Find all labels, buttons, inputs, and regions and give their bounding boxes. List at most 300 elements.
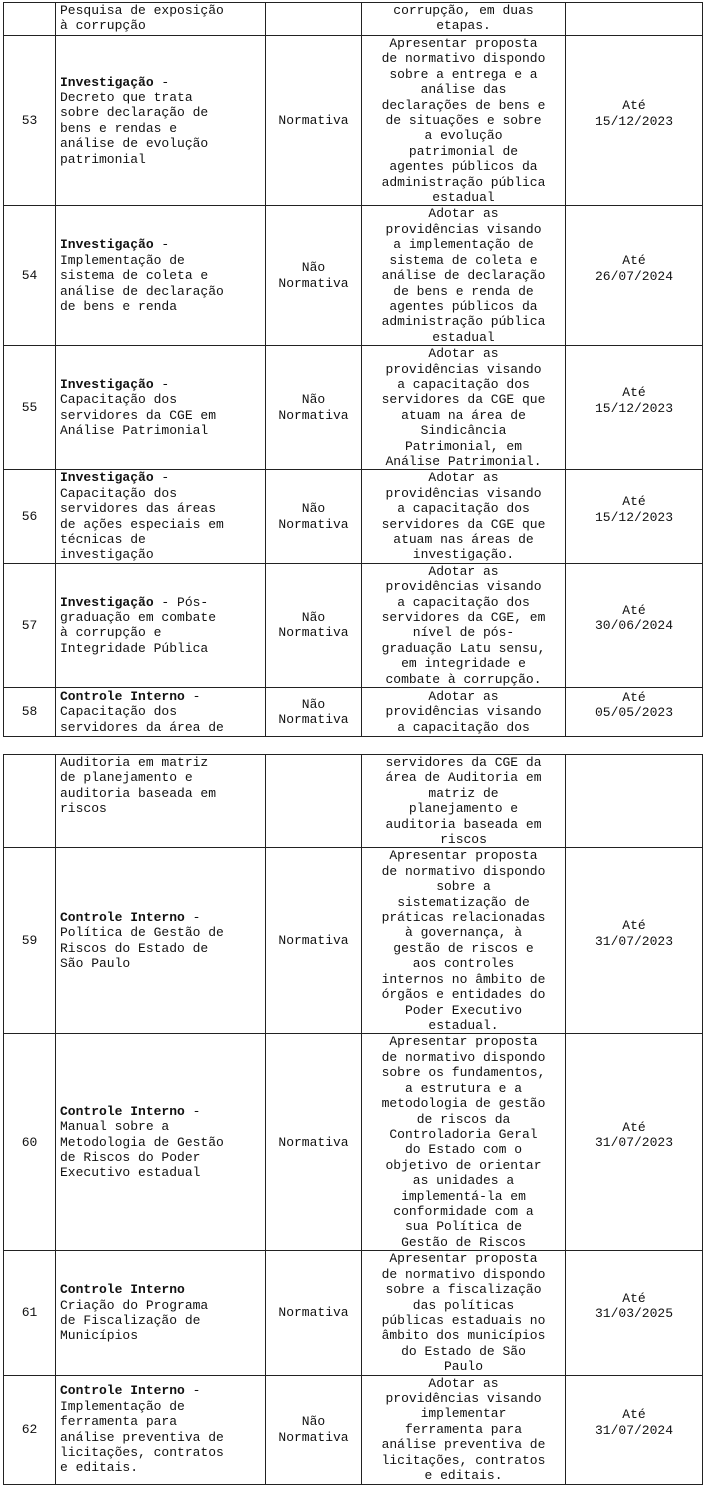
action-description-line: Adotar as bbox=[428, 206, 499, 222]
action-description-line: área de Auditoria em bbox=[385, 770, 542, 786]
item-category: Investigação bbox=[60, 376, 154, 392]
type-line: Normativa bbox=[278, 1134, 349, 1150]
action-description-line: a implementação de bbox=[393, 237, 534, 253]
item-description-line: análise preventiva de bbox=[60, 1429, 224, 1445]
action-description-cell bbox=[362, 3, 566, 36]
action-description-line: licitações, contratos bbox=[381, 1452, 546, 1468]
item-heading bbox=[60, 689, 261, 704]
type-cell bbox=[266, 3, 362, 36]
action-description-line: estadual bbox=[432, 329, 495, 345]
item-description-line: Riscos do Estado de bbox=[60, 940, 209, 956]
item-heading-suffix: - bbox=[184, 1383, 201, 1399]
item-heading bbox=[60, 237, 261, 252]
table-row bbox=[4, 470, 703, 563]
action-description-line: públicas estaduais no bbox=[381, 1312, 546, 1328]
item-cell bbox=[56, 1375, 266, 1484]
action-description-line: aos controles bbox=[412, 956, 515, 972]
item-description-line: Capacitação dos bbox=[60, 392, 178, 408]
action-description-line: análise das bbox=[420, 82, 507, 98]
action-description-line: servidores da CGE que bbox=[381, 392, 546, 408]
type-cell bbox=[266, 206, 362, 346]
action-description-line: Patrimonial, em bbox=[404, 438, 523, 454]
deadline-cell bbox=[566, 1034, 703, 1251]
row-number-cell bbox=[4, 1375, 56, 1484]
row-number-cell bbox=[4, 688, 56, 737]
deadline bbox=[570, 12, 698, 26]
type-cell bbox=[266, 1251, 362, 1375]
action-description-line: objetivo de orientar bbox=[385, 1157, 542, 1173]
item-description-line: de bens e renda bbox=[60, 298, 178, 314]
item-description-line: Pesquisa de exposição bbox=[60, 3, 224, 18]
action-description-line: providências visando bbox=[385, 579, 542, 595]
type-cell bbox=[266, 755, 362, 848]
item-description-line: Política de Gestão de bbox=[60, 925, 224, 941]
type-line: Normativa bbox=[278, 407, 349, 423]
table-row bbox=[4, 688, 703, 737]
action-description-line: atuam na área de bbox=[401, 407, 526, 423]
action-table bbox=[3, 754, 703, 1485]
action-description-line: planejamento e bbox=[408, 801, 519, 817]
action-description-line: servidores da CGE que bbox=[381, 516, 546, 532]
deadline bbox=[570, 1407, 698, 1452]
item-description-line: licitações, contratos bbox=[60, 1444, 224, 1460]
action-description-line: e editais. bbox=[424, 1468, 503, 1484]
table-row bbox=[4, 3, 703, 36]
action-description-line: etapas. bbox=[436, 18, 491, 34]
action-description-line: Sindicância bbox=[420, 423, 507, 439]
deadline bbox=[570, 794, 698, 808]
item-category: Investigação bbox=[60, 594, 154, 610]
action-description-line: a capacitação dos bbox=[397, 594, 530, 610]
item-category: Investigação bbox=[60, 237, 154, 253]
row-number-cell bbox=[4, 1251, 56, 1375]
action-description-line: atuam nas áreas de bbox=[393, 532, 534, 547]
action-description-line: do Estado com o bbox=[404, 1142, 523, 1158]
table-row bbox=[4, 563, 703, 687]
item-description-line: Metodologia de Gestão bbox=[60, 1134, 224, 1150]
row-number: 62 bbox=[21, 1421, 38, 1437]
deadline-line: Até bbox=[622, 1407, 646, 1423]
type-line: Não bbox=[301, 392, 326, 408]
row-number: 60 bbox=[21, 1134, 38, 1150]
type-line: Não bbox=[301, 1414, 326, 1430]
item-category: Investigação bbox=[60, 74, 154, 90]
table-row bbox=[4, 1034, 703, 1251]
action-description-line: práticas relacionadas bbox=[381, 910, 546, 926]
deadline bbox=[570, 603, 698, 648]
item-cell bbox=[56, 1034, 266, 1251]
table-row bbox=[4, 848, 703, 1034]
action-description-line: âmbito dos municípios bbox=[381, 1328, 546, 1344]
type-line: Normativa bbox=[278, 516, 349, 532]
item-heading-suffix: - bbox=[153, 376, 170, 392]
table-row bbox=[4, 36, 703, 206]
item-description-line: Integridade Pública bbox=[60, 640, 209, 656]
table-row bbox=[4, 1251, 703, 1375]
deadline-line: 05/05/2023 bbox=[594, 705, 673, 721]
item-heading bbox=[60, 1282, 261, 1297]
action-description-line: de normativo dispondo bbox=[381, 1266, 546, 1282]
action-description-line: sua Política de bbox=[404, 1219, 523, 1235]
action-description-line: Adotar as bbox=[428, 563, 499, 579]
item-description-line: Capacitação dos bbox=[60, 485, 178, 501]
item-description-line: patrimonial bbox=[60, 151, 146, 167]
action-description-line: graduação Latu sensu, bbox=[381, 640, 546, 656]
action-description-line: análise preventiva de bbox=[381, 1437, 546, 1453]
item-category: Controle Interno bbox=[60, 910, 185, 926]
action-description-line: riscos bbox=[440, 832, 487, 848]
row-number-cell bbox=[4, 206, 56, 346]
item-description-line: de Riscos do Poder bbox=[60, 1150, 201, 1166]
action-description-line: análise de declaração bbox=[381, 268, 546, 284]
action-description-line: do Estado de São bbox=[401, 1343, 526, 1359]
row-number: 59 bbox=[21, 933, 38, 949]
item-heading-suffix: - bbox=[153, 74, 170, 90]
item-description-line: técnicas de bbox=[60, 532, 146, 547]
item-description-line: Implementação de bbox=[60, 252, 185, 268]
item-description-line: riscos bbox=[60, 801, 107, 817]
action-description-line: conformidade com a bbox=[393, 1203, 534, 1219]
item-cell bbox=[56, 688, 266, 737]
deadline bbox=[570, 690, 698, 735]
action-description-line: implementá-la em bbox=[401, 1188, 526, 1204]
action-description-line: Poder Executivo bbox=[404, 1002, 523, 1018]
item-cell bbox=[56, 563, 266, 687]
item-heading bbox=[60, 1104, 261, 1119]
row-number: 58 bbox=[21, 704, 38, 720]
deadline bbox=[570, 98, 698, 143]
item-description-line: servidores da CGE em bbox=[60, 407, 217, 423]
deadline-line: Até bbox=[622, 385, 646, 401]
action-description-line: auditoria baseada em bbox=[385, 816, 542, 832]
item-description-line: à corrupção bbox=[60, 18, 146, 34]
action-description-line: gestão de riscos e bbox=[393, 940, 534, 956]
deadline-line: 15/12/2023 bbox=[594, 113, 673, 129]
action-description-line: internos no âmbito de bbox=[381, 971, 546, 987]
item-cell bbox=[56, 755, 266, 848]
deadline-line: Até bbox=[622, 494, 646, 510]
item-description-line: Auditoria em matriz bbox=[60, 755, 209, 770]
type-line: Normativa bbox=[278, 1429, 349, 1445]
action-description-cell bbox=[362, 470, 566, 563]
type-line: Normativa bbox=[278, 933, 349, 949]
action-description-line: implementar bbox=[420, 1406, 507, 1422]
row-number-cell bbox=[4, 848, 56, 1034]
item-cell bbox=[56, 206, 266, 346]
action-description-cell bbox=[362, 1034, 566, 1251]
item-description-line: Criação do Programa bbox=[60, 1297, 209, 1313]
action-description-line: providências visando bbox=[385, 704, 542, 720]
action-description-line: matriz de bbox=[428, 785, 499, 801]
item-heading-suffix: - Pós- bbox=[153, 594, 209, 610]
item-description-line: São Paulo bbox=[60, 956, 131, 972]
item-cell bbox=[56, 346, 266, 470]
action-description-line: corrupção, em duas bbox=[393, 3, 534, 18]
type-cell bbox=[266, 36, 362, 206]
row-number: 54 bbox=[21, 268, 38, 284]
action-description-cell bbox=[362, 1375, 566, 1484]
item-description-line: graduação em combate bbox=[60, 610, 217, 626]
deadline-line: 15/12/2023 bbox=[594, 400, 673, 416]
action-description-cell bbox=[362, 688, 566, 737]
deadline-line: 31/07/2023 bbox=[594, 933, 673, 949]
item-description-line: investigação bbox=[60, 547, 154, 563]
action-description-line: sistema de coleta e bbox=[389, 252, 538, 268]
deadline-cell bbox=[566, 563, 703, 687]
action-description-line: à governança, à bbox=[404, 925, 523, 941]
action-description-line: a capacitação dos bbox=[397, 376, 530, 392]
item-description-line: análise de evolução bbox=[60, 136, 209, 152]
deadline bbox=[570, 1291, 698, 1336]
item-description-line: sobre declaração de bbox=[60, 105, 209, 121]
item-cell bbox=[56, 1251, 266, 1375]
type-line: Normativa bbox=[278, 712, 349, 728]
type-line: Não bbox=[301, 610, 326, 626]
table-page-1 bbox=[3, 2, 702, 733]
action-description-cell bbox=[362, 206, 566, 346]
action-description-line: sobre a entrega e a bbox=[389, 66, 538, 82]
deadline bbox=[570, 494, 698, 539]
item-description-line: servidores da área de bbox=[60, 719, 224, 735]
action-description-line: administração pública bbox=[381, 314, 546, 330]
item-description-line: auditoria baseada em bbox=[60, 785, 217, 801]
item-description-line: bens e rendas e bbox=[60, 120, 178, 136]
item-cell bbox=[56, 36, 266, 206]
type-line: Normativa bbox=[278, 625, 349, 641]
action-description-line: administração pública bbox=[381, 174, 546, 190]
deadline-line: Até bbox=[622, 689, 646, 705]
action-description-cell bbox=[362, 755, 566, 848]
action-description-cell bbox=[362, 848, 566, 1034]
item-description-line: sistema de coleta e bbox=[60, 268, 209, 284]
item-heading bbox=[60, 1383, 261, 1398]
action-description-line: Apresentar proposta bbox=[389, 848, 538, 864]
item-category: Controle Interno bbox=[60, 1103, 185, 1119]
row-number-cell bbox=[4, 346, 56, 470]
action-description-line: Adotar as bbox=[428, 470, 499, 486]
action-description-line: sobre a fiscalização bbox=[385, 1282, 542, 1298]
deadline-line: 26/07/2024 bbox=[594, 268, 673, 284]
row-number: 56 bbox=[21, 508, 38, 524]
action-description-line: a estrutura e a bbox=[404, 1080, 523, 1096]
action-description-line: a capacitação dos bbox=[397, 501, 530, 517]
table-row bbox=[4, 755, 703, 848]
item-description-line: à corrupção e bbox=[60, 625, 162, 641]
action-description-line: Adotar as bbox=[428, 346, 499, 362]
deadline bbox=[570, 1120, 698, 1165]
type-line: Não bbox=[301, 696, 326, 712]
deadline-cell bbox=[566, 755, 703, 848]
item-category: Controle Interno bbox=[60, 1383, 185, 1399]
type-line: Não bbox=[301, 260, 326, 276]
item-description-line: servidores das áreas bbox=[60, 501, 217, 517]
type-line: Normativa bbox=[278, 113, 349, 129]
item-description-line: ferramenta para bbox=[60, 1414, 178, 1430]
row-number-cell bbox=[4, 755, 56, 848]
item-description-line: Análise Patrimonial bbox=[60, 423, 209, 439]
action-description-line: patrimonial de bbox=[408, 143, 519, 159]
action-description-line: metodologia de gestão bbox=[381, 1096, 546, 1112]
action-description-line: Gestão de Riscos bbox=[401, 1234, 526, 1250]
type-cell bbox=[266, 1034, 362, 1251]
action-description-line: nível de pós- bbox=[412, 625, 515, 641]
item-heading-suffix: - bbox=[184, 688, 201, 704]
type-line: Não bbox=[301, 501, 326, 517]
action-description-line: a evolução bbox=[424, 128, 503, 144]
type-cell bbox=[266, 563, 362, 687]
item-category: Controle Interno bbox=[60, 1282, 185, 1298]
deadline-cell bbox=[566, 3, 703, 36]
action-description-line: servidores da CGE da bbox=[385, 755, 542, 770]
item-description-line: Manual sobre a bbox=[60, 1119, 170, 1135]
action-description-line: Adotar as bbox=[428, 1375, 499, 1391]
item-description-line: Implementação de bbox=[60, 1398, 185, 1414]
type-cell bbox=[266, 688, 362, 737]
item-heading-suffix: - bbox=[184, 1103, 201, 1119]
type-line: Normativa bbox=[278, 275, 349, 291]
deadline-line: Até bbox=[622, 603, 646, 619]
action-description-line: de normativo dispondo bbox=[381, 1049, 546, 1065]
action-description-cell bbox=[362, 36, 566, 206]
action-description-line: agentes públicos da bbox=[389, 298, 538, 314]
item-heading bbox=[60, 75, 261, 90]
row-number-cell bbox=[4, 3, 56, 36]
item-description-line: Capacitação dos bbox=[60, 704, 178, 720]
item-cell bbox=[56, 470, 266, 563]
item-heading-suffix: - bbox=[153, 237, 170, 253]
action-description-line: de normativo dispondo bbox=[381, 51, 546, 67]
item-description-line: Executivo estadual bbox=[60, 1165, 201, 1181]
table-row bbox=[4, 1375, 703, 1484]
item-description-line: e editais. bbox=[60, 1460, 139, 1476]
row-number-cell bbox=[4, 1034, 56, 1251]
item-category: Investigação bbox=[60, 470, 154, 486]
action-description-line: providências visando bbox=[385, 485, 542, 501]
action-description-line: Apresentar proposta bbox=[389, 1251, 538, 1267]
action-description-line: de bens e renda de bbox=[393, 283, 534, 299]
deadline-cell bbox=[566, 346, 703, 470]
action-description-line: investigação. bbox=[412, 547, 515, 563]
item-description-line: Municípios bbox=[60, 1328, 139, 1344]
row-number-cell bbox=[4, 470, 56, 563]
action-description-line: Análise Patrimonial. bbox=[385, 453, 542, 469]
deadline-line: Até bbox=[622, 918, 646, 934]
action-description-line: das políticas bbox=[412, 1297, 515, 1313]
item-description-line: análise de declaração bbox=[60, 283, 224, 299]
deadline-cell bbox=[566, 470, 703, 563]
action-description-line: combate à corrupção. bbox=[385, 671, 542, 687]
action-description-line: as unidades a bbox=[412, 1173, 515, 1189]
row-number: 61 bbox=[21, 1305, 38, 1321]
type-cell bbox=[266, 346, 362, 470]
item-description-line: de planejamento e bbox=[60, 770, 193, 786]
deadline bbox=[570, 385, 698, 430]
action-description-cell bbox=[362, 1251, 566, 1375]
type-cell bbox=[266, 1375, 362, 1484]
item-heading-suffix: - bbox=[184, 910, 201, 926]
type-line: Normativa bbox=[278, 1305, 349, 1321]
table-row bbox=[4, 346, 703, 470]
action-description-line: a capacitação dos bbox=[397, 719, 530, 735]
action-description-line: declarações de bens e bbox=[381, 97, 546, 113]
action-description-line: Apresentar proposta bbox=[389, 1034, 538, 1050]
action-description-line: estadual bbox=[432, 190, 495, 206]
deadline bbox=[570, 253, 698, 298]
item-description-line: de ações especiais em bbox=[60, 516, 224, 532]
action-description-line: estadual. bbox=[428, 1017, 499, 1033]
action-description-line: sistematização de bbox=[397, 894, 530, 910]
item-description-line: de Fiscalização de bbox=[60, 1312, 201, 1328]
deadline-line: 15/12/2023 bbox=[594, 509, 673, 525]
row-number: 53 bbox=[21, 113, 38, 129]
deadline-line: Até bbox=[622, 1290, 646, 1306]
action-description-cell bbox=[362, 346, 566, 470]
deadline-line: Até bbox=[622, 98, 646, 114]
item-heading-suffix: - bbox=[153, 470, 170, 486]
row-number-cell bbox=[4, 36, 56, 206]
deadline-cell bbox=[566, 36, 703, 206]
table-page-2 bbox=[3, 754, 702, 1484]
type-cell bbox=[266, 470, 362, 563]
item-category: Controle Interno bbox=[60, 688, 185, 704]
deadline-cell bbox=[566, 206, 703, 346]
deadline-cell bbox=[566, 848, 703, 1034]
action-table bbox=[3, 2, 703, 737]
deadline-cell bbox=[566, 1251, 703, 1375]
table-row bbox=[4, 206, 703, 346]
row-number: 55 bbox=[21, 400, 38, 416]
deadline-cell bbox=[566, 688, 703, 737]
row-number-cell bbox=[4, 563, 56, 687]
item-cell bbox=[56, 848, 266, 1034]
action-description-line: providências visando bbox=[385, 361, 542, 377]
action-description-line: agentes públicos da bbox=[389, 159, 538, 175]
action-description-line: em integridade e bbox=[401, 656, 526, 672]
deadline-line: 31/07/2024 bbox=[594, 1422, 673, 1438]
item-heading bbox=[60, 470, 261, 485]
action-description-line: sobre os fundamentos, bbox=[381, 1065, 546, 1081]
action-description-line: providências visando bbox=[385, 221, 542, 237]
action-description-line: providências visando bbox=[385, 1391, 542, 1407]
action-description-line: Apresentar proposta bbox=[389, 36, 538, 51]
row-number: 57 bbox=[21, 617, 38, 633]
deadline-line: 31/07/2023 bbox=[594, 1135, 673, 1151]
deadline-line: Até bbox=[622, 1119, 646, 1135]
action-description-cell bbox=[362, 563, 566, 687]
deadline-line: 31/03/2025 bbox=[594, 1305, 673, 1321]
action-description-line: órgãos e entidades do bbox=[381, 987, 546, 1003]
action-description-line: sobre a bbox=[436, 879, 491, 895]
deadline bbox=[570, 918, 698, 963]
deadline-line: 30/06/2024 bbox=[594, 618, 673, 634]
item-heading bbox=[60, 595, 261, 610]
action-description-line: Controladoria Geral bbox=[389, 1126, 538, 1142]
item-heading bbox=[60, 377, 261, 392]
item-description-line: Decreto que trata bbox=[60, 89, 193, 105]
deadline-line: Até bbox=[622, 253, 646, 269]
item-cell bbox=[56, 3, 266, 36]
action-description-line: Paulo bbox=[443, 1359, 483, 1375]
action-description-line: de situações e sobre bbox=[385, 113, 542, 129]
action-description-line: de normativo dispondo bbox=[381, 863, 546, 879]
action-description-line: ferramenta para bbox=[404, 1421, 523, 1437]
action-description-line: Adotar as bbox=[428, 688, 499, 704]
action-description-line: servidores da CGE, em bbox=[381, 610, 546, 626]
type-cell bbox=[266, 848, 362, 1034]
deadline-cell bbox=[566, 1375, 703, 1484]
action-description-line: de riscos da bbox=[416, 1111, 511, 1127]
item-heading bbox=[60, 910, 261, 925]
